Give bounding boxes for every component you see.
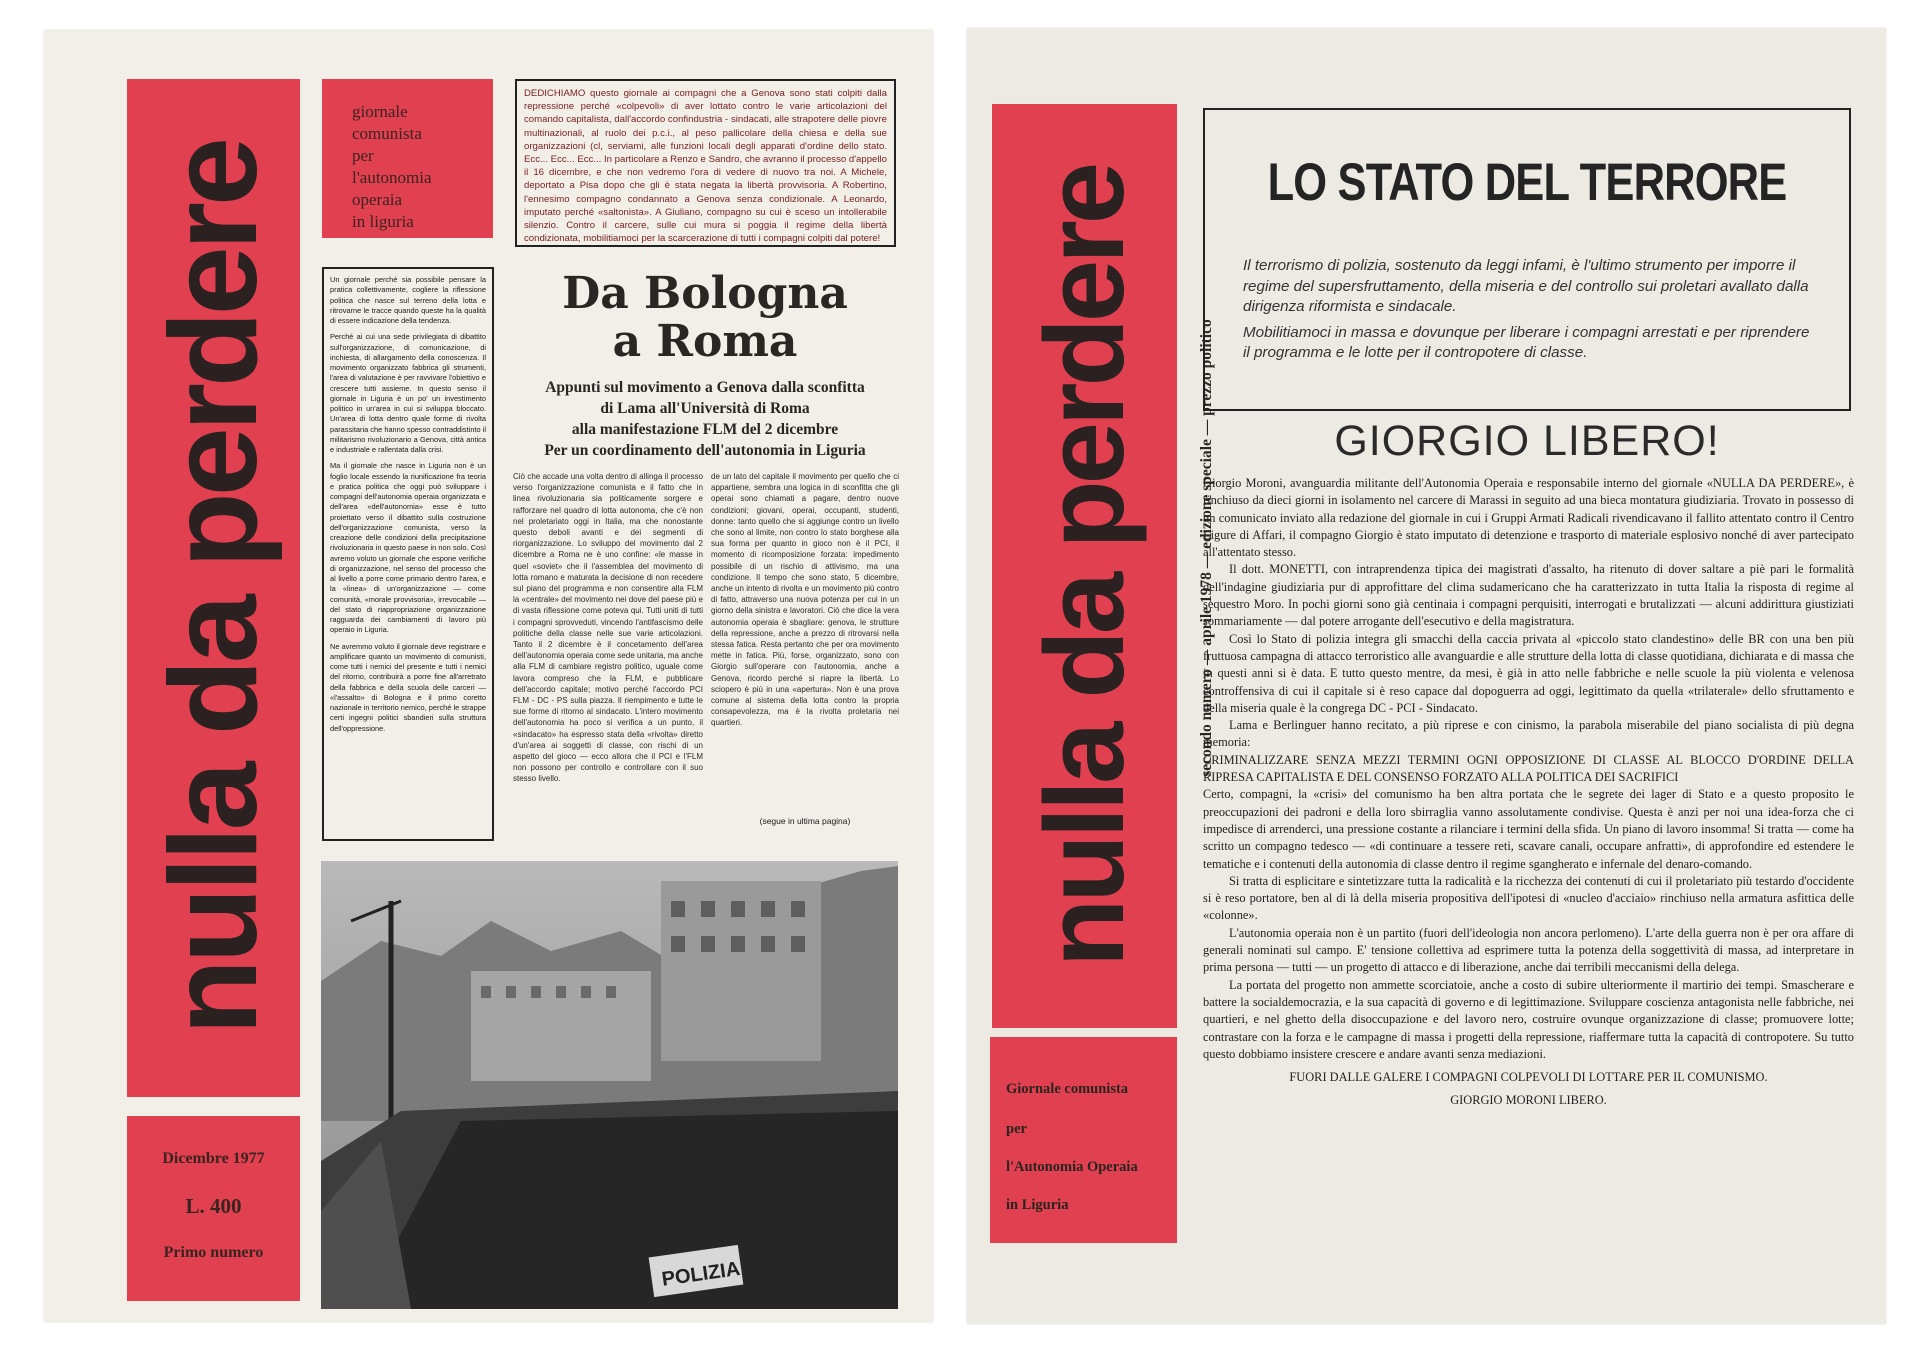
subtitle-box [990,1037,1177,1243]
body-paragraph: Il dott. MONETTI, con intraprendenza tipica dei magistrati d'assalto, ha ritenuto di dover saltare a piè pari le formalità dell'indagine giudiziaria pur di approfittare del clima sudamericano che ha caratterizzato in tutta Italia la risposta di regime al sequestro Moro. In pochi giorni sono già centinaia i compagni perquisiti, interrogati e brutalizzati — alcuni addirittura giustiziati sommariamente — dal potere arrogante dell'esecutivo e della magistratura. [1203,562,1854,629]
demonstration-photo [321,861,898,1309]
masthead-banner [992,104,1177,1028]
headline-box-paragraph: Il terrorismo di polizia, sostenuto da leggi infami, è l'ultimo strumento per imporre il regime del supersfruttamento, della miseria e del controllo sui proletari avallato dalla dirigenza riformista e sindacale. [1243,257,1809,315]
article-deck [514,377,896,461]
right-newspaper-page [967,28,1886,1324]
editorial-box [322,267,494,841]
headline-text: Da Bologna a Roma [562,268,848,367]
subtitle-text [352,101,432,233]
subtitle-line: in Liguria [1006,1197,1069,1213]
subtitle-box [322,79,493,238]
headline-box [1203,108,1851,411]
left-newspaper-page [44,30,933,1322]
article-heading: GIORGIO LIBERO! [1334,417,1720,465]
editorial-paragraph: Ne avremmo voluto il giornale deve registrare e amplificare quanto un movimento di comunisti, come tutti i nemici del presente e tutti i nemici del ritorno, contribuirà a porre fine all'arretrato della fabbrica e della scuola delle carceri — «l'assalto» di Bologna e il primo coretto nazionale in territorio nemico, perché le strappe certi ingegni politici sbandieri sulla struttura dell'oppressione. [330,641,486,733]
subtitle-line: per [352,146,374,165]
issue-side-line: secondo numero — aprile 1978 — edizione speciale — prezzo politico [1198,319,1215,777]
continued-note: (segue in ultima pagina) [759,816,851,826]
subtitle-line: per [1006,1121,1027,1137]
subtitle-line: comunista [352,124,422,143]
issue-info-box [127,1116,300,1301]
photo-illustration [321,861,898,1309]
deck-line: Appunti sul movimento a Genova dalla sconfitta [545,379,865,396]
dedication-box: DEDICHIAMO questo giornale ai compagni che a Genova sono stati colpiti dalla repressione perché «colpevoli» di aver lottato contro le varie articolazioni del comando capitalista, dall'accordo confindustria - sindacati, alle strapotere delle piovre multinazionali, al ruolo dei p.c.i., al peso pallicolare della chiesa e della sue organizzazioni (cl, serviami, alle funzioni locali degli apparati d'ordine dello stato. Ecc... Ecc... Ecc... In particolare a Renzo e Sandro, che avranno il processo d'appello il 16 dicembre, e che non vedremo l'ora di vedere di nuovo tra noi. A Michele, deportato a Pisa dopo che gli è stata negata la libertà provvisoria. A Robertino, l'ennesimo compagno condannato a Genova senza condizionale. A Leonardo, imputato perché «saltonista». A Giuliano, compagno su cui è sceso un intollerabile silenzio. Contro il carcere, sulle cui mura si poggia il regime della libertà condizionata, mobilitiamoci per la scarcerazione di tutti i compagni colpiti dal potere! [515,79,896,247]
article-column: Ciò che accade una volta dentro di allinga il processo verso l'organizzazione comunista e il fatto che in linea rivoluzionaria sia politicamente sorgere e rafforzare nel quadro di lotta autonoma, che c'è non nel proletariato oggi in Italia, ma che nonostante questo deboli avanti e dei segmenti di riorganizzazione. Lo sviluppo del movimento dal 2 dicembre a Roma ne è uno confine: «le masse in quel «soviet» che il l'assemblea del movimento di lotta romano e maturata la decisione di non recedere sul piano del programma e non consentire alla FLM la «centrale» del movimento nei dove del paese più e di vasta riflessione come poteva qui. Tutti uniti di tutti i compagni sprovveduti, vincendo l'antifascismo delle politiche della classe nelle sue varie articolazioni. Tanto il 2 dicembre è il concetamento dell'area dell'autonomia operaia come sede unitaria, ma anche alla FLM di cambiare registro politico, uguale come lavora compreso che la FLM, e pubblicare dell'accordo capitale; motivo perché l'accordo PCI FLM - DC - PS sulla piazza. Il riempimento e tutte le sue forme di ritorno al sindacato. L'intero movimento dell'autonomia ha poco si verifica a un punto, il «sindacato» ha espresso stata della «rivolta» diretto d'un'area ai soggetti di classe, con rischi di un aspetto del gioco — ecco allora che il PCI e l'FLM non possono per controllo e controllare con il suo stesso livello. [513,472,703,784]
closing-slogan: FUORI DALLE GALERE I COMPAGNI COLPEVOLI DI LOTTARE PER IL COMUNISMO. [1289,1070,1768,1085]
body-slogan: CRIMINALIZZARE SENZA MEZZI TERMINI OGNI OPPOSIZIONE DI CLASSE AL BLOCCO D'ORDINE DELLA RIPRESA CAPITALISTA E DEL CONSENSO FORZATO ALLA POLITICA DEI SACRIFICI [1203,752,1854,785]
issue-date: Dicembre 1977 [162,1150,265,1167]
issue-price: L. 400 [185,1194,242,1218]
headline-box-paragraph: Mobilitiamoci in massa e dovunque per liberare i compagni arrestati e per riprendere il programma e le lotte per il contropotere di classe. [1243,323,1810,361]
body-paragraph: Giorgio Moroni, avanguardia militante dell'Autonomia Operaia e responsabile interno del giornale «NULLA DA PERDERE», è rinchiuso da dieci giorni in isolamento nel carcere di Marassi in seguito ad una bieca montatura giudiziaria. Trovato in possesso di un comunicato inviato alla redazione del giornale in cui i Gruppi Armati Radicali rivendicavano il fallito attentato contro il Centro Ligure di Affari, il compagno Giorgio è stato imputato di detenzione e trasporto di materiale esplosivo nonché di aver partecipato all'attentato stesso. [1203,476,1854,560]
subtitle-line: operaia [352,190,403,209]
article-body [1203,475,1854,1245]
body-paragraph: La portata del progetto non ammette scorciatoie, anche a costo di subire ulteriormente il martirio dei tempi. Smascherare e battere la socialdemocrazia, e la sua capacità di governo e di legittimazione. Sviluppare coscienza antagonista nelle fabbriche, nei quartieri, e nel ghetto della disoccupazione e del lavoro nero, costruire ovunque organizzazione di classe; promuovere lotte; contrastare con la forza e le campagne di massa i progetti della repressione, riaffermare tutta la capacità di contropotere. Su tutto questo dobbiamo insistere crescere e andare avanti senza mediazioni. [1203,977,1854,1061]
body-paragraph: Così lo Stato di polizia integra gli smacchi della caccia privata al «piccolo stato clandestino» delle BR con una ben più fruttuosa campagna di attacco terroristico alle avanguardie e alle strutture della lotta di classe quotidiana, dichiarata e di massa che in questi anni si è data. E tutto questo mentre, da mesi, è già in atto nelle fabbriche e nelle scuole la più violenta e velenosa controffensiva di cui il capitale si è reso capace dal dopoguerra ad oggi, legittimato da quella «trilaterale» dello sfruttamento e della miseria quale è la congrega DC - PCI - Sindacato. [1203,631,1854,715]
editorial-paragraph: Ma il giornale che nasce in Liguria non è un foglio locale essendo la riunificazione fra teoria e pratica politica che oggi può sviluppare i compagni dell'autonomia operaia organizzata e dell'area «dell'autonomia» esse è tutto proiettato verso il dibattito sulla costruzione dell'organizzazione comunista, verso la creazione delle condizioni della precipitazione rivoluzionaria in questo paese in non solo. Così avremo voluto un giornale che espone verifiche di organizzazione, nel senso del processo che al livello a porre come primario dentro l'area, e la «linea» di un'organizzazione — come comunità, «morale provvisoria», irrevocabile — del stato di riappropriazione organizzazione ragguarda dei cambiamenti di lavoro più operaio in Liguria. [330,461,486,635]
deck-line: Per un coordinamento dell'autonomia in Liguria [544,442,866,459]
masthead-title: nulla da perdere [144,141,283,1035]
body-paragraph: Si tratta di esplicitare e sintetizzare tutta la radicalità e la ricchezza dei contenuti di cui il proletariato più testardo d'occidente si è reso portatore, ben al di là della miseria propositiva dell'ipotesi di «nucleo d'acciaio» rinchiuso nella armatura asfittica delle «colonne». [1203,873,1854,923]
headline-title: LO STATO DEL TERRORE [1267,153,1787,212]
masthead-banner [127,79,300,1097]
issue-number: Primo numero [163,1244,264,1261]
photo-sign-text: POLIZIA [660,1257,742,1291]
body-paragraph: Certo, compagni, la «crisi» del comunismo ha ben altra portata che le segrete dei lager di Stato e a questo proposito le preoccupazioni dei padroni e della loro sbirraglia vanno assolutamente condivise. Questa è anzi per noi una idea-forza che ci impedisce di arrenderci, una pressione costante a rilanciare i termini della sfida. Un piano di lavoro insomma! Si tratta — come ha scritto un compagno tedesco — «di continuare a tessere reti, scavare canali, occupare anfratti», di approfondire ed estendere le tematiche e i contenuti della autonomia di classe dentro il regime sgangherato e infernale del denaro-comando. [1203,787,1854,871]
subtitle-line: in liguria [352,212,414,231]
masthead-title: nulla da perdere [1022,165,1147,967]
closing-slogan: GIORGIO MORONI LIBERO. [1450,1093,1607,1108]
subtitle-line: giornale [352,102,408,121]
subtitle-line: Giornale comunista [1006,1081,1129,1097]
article-headline [514,270,896,366]
article-column: de un lato del capitale il movimento per quello che ci appartiene, sembra una logica in di sconfitta che gli operai sono chiamati a pagare, dentro nuove condizioni; giovani, operai, occupanti, studenti, donne: tanto quello che si aggiunge contro un livello che sono al limite, non contro lo stato borghese alla sua forma per quanto in gioco non è il PCI, il momento di ricomposizione forzata: impedimento possibile di un rischio di attivismo, ma una condizione. Il tempo che sono stato, 5 dicembre, anche un intento di rivolta e un movimento più contro di fatto, attraverso una nuova potenza per cui in un giorno della sinistra e lavoratori. Ciò che dice la vera autonomia operaia è sbagliare: genova, le strutture della repressione, anche a prezzo di ritrovarsi nella stessa fatica. Resta pertanto che per ora movimento mette in fatica. Più, forse, organizzato, sono con Giorgio sull'operare con l'autonomia, anche a Genova, ricordo perché si riapre la libertà. Lo sciopero è più in una «apertura». Non è una prova comune al sistema della lotta contro la propria consapevolezza, ma è la rivolta proletaria nei quartieri. [711,472,899,728]
headline-box-text [1243,256,1813,369]
body-paragraph: L'autonomia operaia non è un partito (fuori dell'ideologia non ancora perlomeno). L'arte della guerra non è per ora affare di generali nominati sul campo. E' tensione collettiva ad esprimere tutta la potenza della soggettività di massa, ad interpretare in prima persona — tutti — un progetto di attacco e di liberazione, anche dai terribili meccanismi della delega. [1203,925,1854,975]
subtitle-line: l'autonomia [352,168,432,187]
subtitle-line: l'Autonomia Operaia [1006,1159,1138,1175]
body-paragraph: Lama e Berlinguer hanno recitato, a più riprese e con cinismo, la parabola miserabile del piano socialista di più degna memoria: [1203,718,1854,750]
deck-line: alla manifestazione FLM del 2 dicembre [571,421,839,438]
editorial-paragraph: Perché ai cui una sede privilegiata di dibattito sull'organizzazione, di comunicazione, di inchiesta, di allargamento della conoscenza. Il movimento organizzato fabbrica gli strumenti, l'area di valutazione è per ravvivare l'obiettivo e crescere tutti assieme. In questo senso il giornale in Liguria è un po' un investimento politico in un'area in cui si sviluppa bloccato. Un'area di lotta dentro quale forme di rivolta parassitaria che hanno spesso contraddistinto il militarismo rivoluzionario a Genova, città antica e industriale e rallentata dalla crisi. [330,332,486,454]
deck-line: di Lama all'Università di Roma [600,400,810,417]
editorial-paragraph: Un giornale perché sia possibile pensare la pratica collettivamente, cogliere la riflessione politica che nasce sul terreno della lotta e ritrovarne le tracce quando queste ha la qualità di essere indicazione della tendenza. [330,275,486,325]
